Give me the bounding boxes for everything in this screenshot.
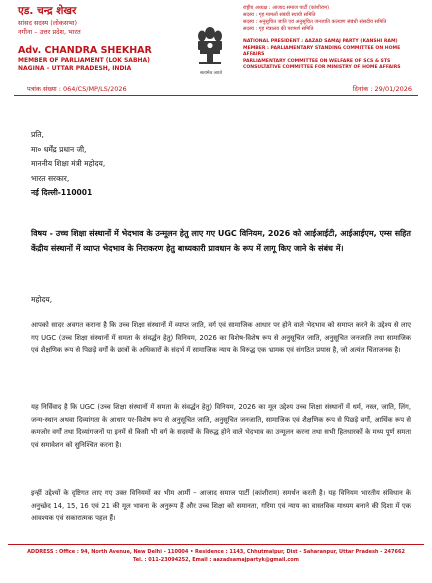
hindi-name: एड. चन्द्र शेखर [18,5,77,17]
body-paragraph: यह निर्विवाद है कि UGC (उच्च शिक्षा संस्थानों में समता के संवर्द्धन हेतु) विनियम, 2026 का मूल उद्देश्य उच्च शिक्षा संस्थानों में धर्म, नस्ल, जाति, लिंग, जन्म-स्थान अथवा दिव्यांगता के आधार पर-विशेष रूप से अनुसूचित जाति, अनुसूचित जनजाति, सामाजिक एवं शैक्षणिक रूप से पिछड़े वर्गों, आर्थिक रूप से कमजोर वर्गों तथा दिव्यांगजनों या इनमें से किसी भी वर्ग के सदस्यों के विरुद्ध होने वाले भेदभाव का उन्मूलन करना तथा सभी हितधारकों के मध्य पूर्ण समता एवं समावेशन को सुनिश्चित करना है। [31,403,411,449]
national-emblem-icon [193,24,227,70]
footer [0,548,432,564]
recipient-address [31,128,105,201]
reference-number: पत्रांक संख्या : 064/CS/MP/LS/2026 [27,85,127,93]
hindi-designation: सांसद सदस्य (लोकसभा) [18,19,78,27]
english-role-line: PARLIAMENTARY COMMITTEE ON WELFARE OF SCS & STS [243,58,391,64]
english-role-line: MEMBER : PARLIAMENTARY STANDING COMMITTEE ON HOME AFFAIRS [243,45,401,57]
hindi-role-line: राष्ट्रीय अध्यक्ष : आजाद समाज पार्टी (कांशीराम) [243,5,330,11]
body-paragraph: आपको सादर अवगत कराना है कि उच्च शिक्षा संस्थानों में व्याप्त जाति, वर्ग एवं सामाजिक आधार पर होने वाले भेदभाव को समाप्त करने के उद्देश्य से लाए गए UGC (उच्च शिक्षा संस्थानों में समता के संवर्द्धन हेतु) विनियम, 2026 का विशेष-विशेष रूप से अनुसूचित जाति, अनुसूचित जनजाति तथा सामाजिक एवं शैक्षणिक रूप से पिछड़े वर्गों के छात्रों के अधिकारों के संदर्भ में सामाजिक न्याय के विरुद्ध एक भ्रामक एवं संगठित प्रयास है, जो अत्यंत चिंताजनक है। [31,321,411,355]
english-role-line: CONSULTATIVE COMMITTEE FOR MINISTRY OF HOME AFFAIRS [243,65,401,70]
recipient-place: नई दिल्ली-110001 [31,188,93,197]
footer-divider [8,544,424,545]
header-divider [14,95,418,96]
english-designation: MEMBER OF PARLIAMENT (LOK SABHA) [18,57,150,64]
recipient-name: मा० धर्मेंद्र प्रधान जी, [31,144,87,154]
recipient-org: भारत सरकार, [31,173,70,183]
english-name: Adv. CHANDRA SHEKHAR [18,45,152,56]
letter-subject: विषय - उच्च शिक्षा संस्थानों में भेदभाव के उन्मूलन हेतु लाए गए UGC विनियम, 2026 को आईआईटी, आईआईएम, एम्स सहित केंद्रीय संस्थानों में व्याप्त भेदभाव के निराकरण हेतु बाध्यकारी प्रावधान के रूप में लागू किए जाने के संबंध में। [31,229,411,253]
english-role-line: NATIONAL PRESIDENT : AAZAD SAMAJ PARTY (KANSHI RAM) [243,39,398,44]
letter-date: दिनांक : 29/01/2026 [352,85,412,93]
hindi-role-line: सदस्य : अनुसूचित जाति एवं अनुसूचित जनजाति कल्याण संबंधी संसदीय समिति [243,19,387,25]
emblem-caption: सत्यमेव जयते [199,71,223,76]
english-constituency: NAGINA – UTTAR PRADESH, INDIA [18,64,132,72]
hindi-role-line: सदस्य : गृह मामलों संबंधी स्थायी समिति [243,12,316,18]
letterhead-left [18,5,188,72]
footer-address: ADDRESS : Office : 94, North Avenue, New Delhi - 110004 • Residence : 1143, Chhutmalpur, Dist - Saharanpur, Uttar Pradesh - 247662 [27,549,405,555]
hindi-role-line: सदस्य : गृह मंत्रालय की परामर्श समिति [243,26,314,32]
recipient-to: प्रति, [31,130,44,139]
footer-contact: Tel. : 011-23094252, Email : aazadsamajpartyk@gmail.com [133,557,299,563]
letterhead-right [243,5,421,72]
salutation: महोदय, [31,295,53,304]
body-paragraph: इन्हीं उद्देश्यों के दृष्टिगत लाए गए उक्त विनियमों का भीम आर्मी – आजाद समाज पार्टी (कांशीराम) समर्थन करती है। यह विनियम भारतीय संविधान के अनुच्छेद 14, 15, 16 एवं 21 की मूल भावना के अनुरूप हैं और उच्च शिक्षा को समानता, गरिमा एवं न्याय का वास्तविक माध्यम बनाने की दिशा में एक आवश्यक एवं सकारात्मक पहल हैं। [31,489,411,523]
recipient-title: माननीय शिक्षा मंत्री महोदय, [31,159,106,168]
hindi-constituency: नगीना – उत्तर प्रदेश, भारत [18,28,81,36]
